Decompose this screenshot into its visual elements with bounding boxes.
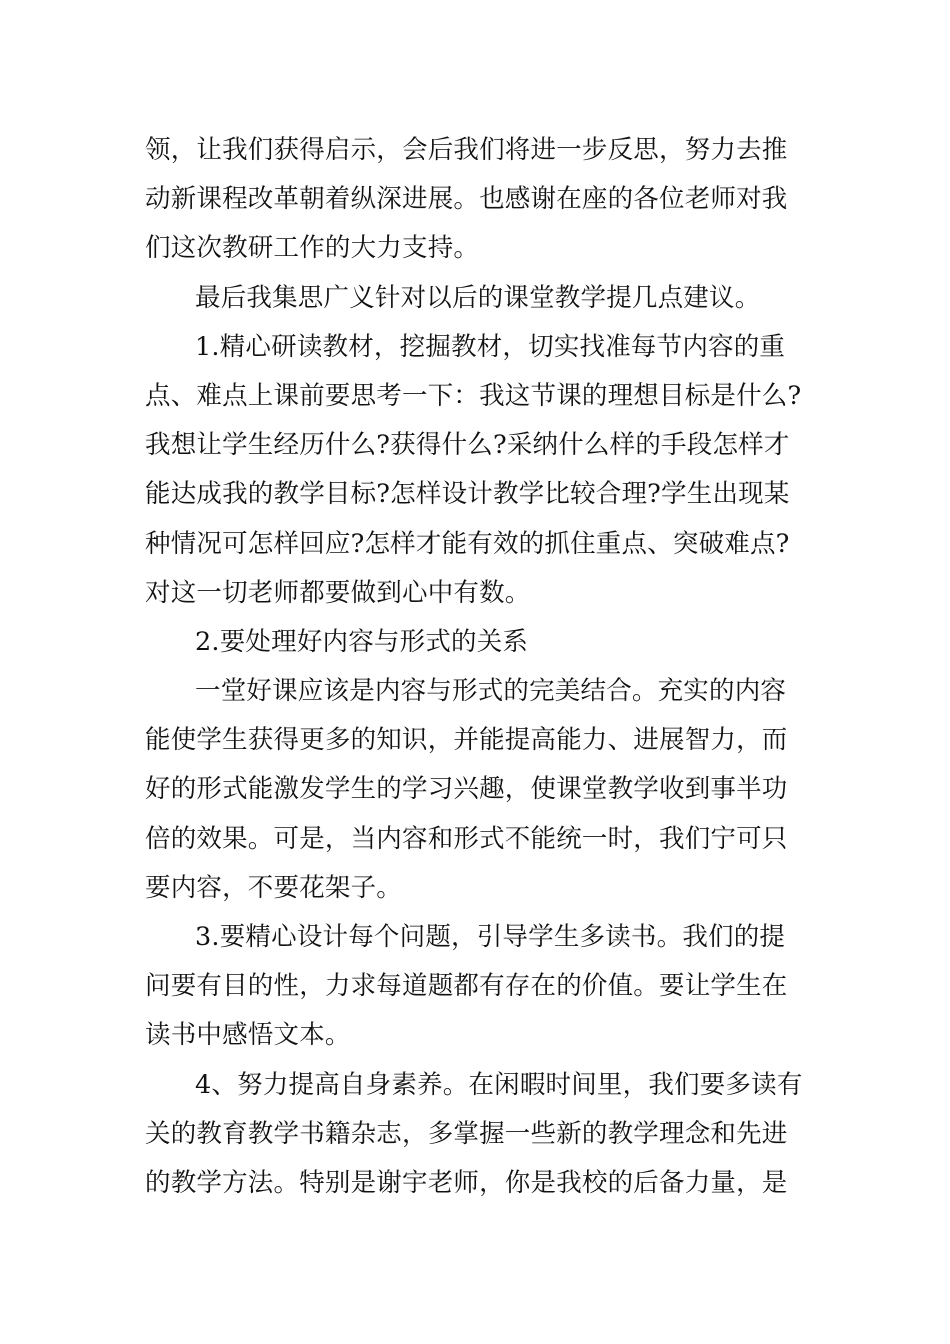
text-line: 好的形式能激发学生的学习兴趣，使课堂教学收到事半功 xyxy=(145,774,788,805)
text-line: 倍的效果。可是，当内容和形式不能统一时，我们宁可只 xyxy=(145,823,788,854)
text-line: 对这一切老师都要做到心中有数。 xyxy=(145,577,531,608)
text-line: 2.要处理好内容与形式的关系 xyxy=(195,626,529,657)
text-line: 的教学方法。特别是谢宇老师，你是我校的后备力量，是 xyxy=(145,1167,788,1198)
text-line: 最后我集思广义针对以后的课堂教学提几点建议。 xyxy=(195,282,761,313)
text-line: 1.精心研读教材，挖掘教材，切实找准每节内容的重 xyxy=(195,331,786,362)
text-line: 种情况可怎样回应?怎样才能有效的抓住重点、突破难点? xyxy=(145,528,790,559)
text-line: 一堂好课应该是内容与形式的完美结合。充实的内容 xyxy=(195,676,787,707)
text-line: 领，让我们获得启示，会后我们将进一步反思，努力去推 xyxy=(145,135,788,165)
document-body xyxy=(145,126,810,1208)
text-line: 点、难点上课前要思考一下：我这节课的理想目标是什么? xyxy=(145,380,802,411)
text-line: 关的教育教学书籍杂志，多掌握一些新的教学理念和先进 xyxy=(145,1118,788,1149)
text-line: 4、努力提高自身素养。在闲暇时间里，我们要多读有 xyxy=(195,1069,803,1100)
text-line: 能使学生获得更多的知识，并能提高能力、进展智力，而 xyxy=(145,725,788,756)
text-line: 我想让学生经历什么?获得什么?采纳什么样的手段怎样才 xyxy=(145,430,790,461)
text-line: 要内容，不要花架子。 xyxy=(145,872,403,903)
text-line: 3.要精心设计每个问题，引导学生多读书。我们的提 xyxy=(195,922,786,952)
text-line: 能达成我的教学目标?怎样设计教学比较合理?学生出现某 xyxy=(145,479,790,510)
text-line: 问要有目的性，力求每道题都有存在的价值。要让学生在 xyxy=(145,971,788,1002)
text-line: 动新课程改革朝着纵深进展。也感谢在座的各位老师对我 xyxy=(145,184,788,215)
text-line: 们这次教研工作的大力支持。 xyxy=(145,233,480,264)
text-line: 读书中感悟文本。 xyxy=(145,1020,351,1051)
